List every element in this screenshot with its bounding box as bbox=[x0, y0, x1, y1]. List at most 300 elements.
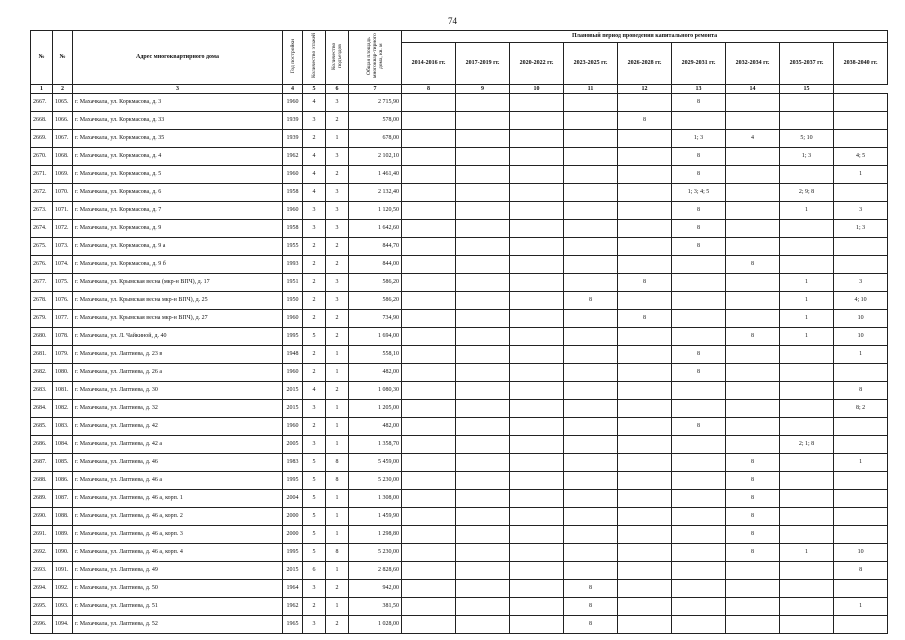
row-period-cell: 8 bbox=[564, 598, 618, 616]
row-floors: 5 bbox=[303, 328, 326, 346]
table-row bbox=[31, 436, 888, 454]
column-number: 1 bbox=[31, 85, 53, 94]
row-period-cell bbox=[780, 580, 834, 598]
row-floors: 5 bbox=[303, 472, 326, 490]
row-area: 586,20 bbox=[349, 292, 402, 310]
row-period-cell: 4; 5 bbox=[834, 148, 888, 166]
row-number: 2684. bbox=[31, 400, 53, 418]
row-entrances: 3 bbox=[326, 148, 349, 166]
column-number: 12 bbox=[618, 85, 672, 94]
row-period-cell bbox=[402, 202, 456, 220]
repair-plan-table bbox=[30, 30, 888, 634]
row-period-cell bbox=[618, 202, 672, 220]
column-number: 5 bbox=[303, 85, 326, 94]
row-period-cell: 8 bbox=[834, 562, 888, 580]
row-period-cell bbox=[456, 130, 510, 148]
row-period-cell: 8 bbox=[726, 508, 780, 526]
row-period-cell: 2; 9; 8 bbox=[780, 184, 834, 202]
table-row bbox=[31, 256, 888, 274]
row-floors: 3 bbox=[303, 202, 326, 220]
row-period-cell bbox=[726, 400, 780, 418]
row-period-cell bbox=[456, 346, 510, 364]
row-period-cell bbox=[510, 238, 564, 256]
row-local-number: 1072. bbox=[53, 220, 73, 238]
row-period-cell bbox=[618, 598, 672, 616]
row-number: 2696. bbox=[31, 616, 53, 634]
row-area: 1 205,00 bbox=[349, 400, 402, 418]
row-period-cell bbox=[618, 346, 672, 364]
row-period-cell bbox=[510, 418, 564, 436]
row-period-cell bbox=[510, 562, 564, 580]
row-period-cell bbox=[672, 274, 726, 292]
row-period-cell: 3 bbox=[834, 274, 888, 292]
row-year: 2004 bbox=[283, 490, 303, 508]
row-period-cell bbox=[726, 418, 780, 436]
table-row bbox=[31, 598, 888, 616]
row-period-cell: 4 bbox=[726, 130, 780, 148]
table-row bbox=[31, 220, 888, 238]
row-period-cell bbox=[618, 364, 672, 382]
row-period-cell: 4; 10 bbox=[834, 292, 888, 310]
row-period-cell bbox=[402, 346, 456, 364]
row-period-cell: 8 bbox=[672, 418, 726, 436]
table-row bbox=[31, 418, 888, 436]
row-year: 1939 bbox=[283, 112, 303, 130]
row-year: 1960 bbox=[283, 310, 303, 328]
row-period-cell bbox=[402, 508, 456, 526]
row-period-cell bbox=[726, 202, 780, 220]
row-entrances: 3 bbox=[326, 220, 349, 238]
row-year: 1995 bbox=[283, 472, 303, 490]
row-period-cell bbox=[564, 220, 618, 238]
header-no-local: № bbox=[53, 31, 73, 85]
row-address: г. Махачкала, ул. Коркмасова, д. 9 б bbox=[73, 256, 283, 274]
row-period-cell bbox=[726, 562, 780, 580]
table-row bbox=[31, 166, 888, 184]
row-floors: 2 bbox=[303, 310, 326, 328]
row-period-cell bbox=[402, 256, 456, 274]
table-row bbox=[31, 148, 888, 166]
row-period-cell bbox=[726, 364, 780, 382]
row-period-cell bbox=[672, 112, 726, 130]
row-period-cell bbox=[780, 112, 834, 130]
row-period-cell bbox=[834, 490, 888, 508]
row-period-cell bbox=[618, 238, 672, 256]
row-period-cell bbox=[402, 454, 456, 472]
row-address: г. Махачкала, ул. Лаптиева, д. 30 bbox=[73, 382, 283, 400]
row-number: 2682. bbox=[31, 364, 53, 382]
row-period-cell bbox=[780, 94, 834, 112]
row-period-cell bbox=[564, 400, 618, 418]
row-period-cell bbox=[780, 616, 834, 634]
row-entrances: 1 bbox=[326, 598, 349, 616]
row-period-cell bbox=[780, 526, 834, 544]
row-period-cell bbox=[402, 382, 456, 400]
row-local-number: 1079. bbox=[53, 346, 73, 364]
row-period-cell bbox=[402, 238, 456, 256]
row-period-cell bbox=[672, 508, 726, 526]
row-area: 1 298,80 bbox=[349, 526, 402, 544]
row-address: г. Махачкала, ул. Л. Чайкиной, д. 40 bbox=[73, 328, 283, 346]
table-row bbox=[31, 184, 888, 202]
row-period-cell bbox=[402, 616, 456, 634]
row-address: г. Махачкала, ул. Крымская весна мкр-н ВПЧ), д. 25 bbox=[73, 292, 283, 310]
row-local-number: 1065. bbox=[53, 94, 73, 112]
row-period-cell bbox=[726, 220, 780, 238]
row-area: 1 642,60 bbox=[349, 220, 402, 238]
table-row bbox=[31, 238, 888, 256]
row-number: 2672. bbox=[31, 184, 53, 202]
row-entrances: 1 bbox=[326, 562, 349, 580]
column-number: 13 bbox=[672, 85, 726, 94]
row-local-number: 1073. bbox=[53, 238, 73, 256]
row-area: 5 230,00 bbox=[349, 472, 402, 490]
row-address: г. Махачкала, ул. Лаптиева, д. 46 а bbox=[73, 472, 283, 490]
row-period-cell bbox=[456, 364, 510, 382]
row-period-cell bbox=[726, 94, 780, 112]
header-year: Год постройки bbox=[283, 31, 303, 85]
column-number: 11 bbox=[564, 85, 618, 94]
row-period-cell bbox=[402, 166, 456, 184]
row-period-cell bbox=[618, 94, 672, 112]
row-period-cell bbox=[618, 436, 672, 454]
row-period-cell bbox=[564, 166, 618, 184]
row-year: 1958 bbox=[283, 184, 303, 202]
row-period-cell: 8 bbox=[672, 346, 726, 364]
row-period-cell bbox=[618, 544, 672, 562]
row-local-number: 1070. bbox=[53, 184, 73, 202]
row-address: г. Махачкала, ул. Лаптиева, д. 46 bbox=[73, 454, 283, 472]
row-entrances: 1 bbox=[326, 436, 349, 454]
row-number: 2689. bbox=[31, 490, 53, 508]
row-area: 2 102,10 bbox=[349, 148, 402, 166]
row-period-cell bbox=[510, 598, 564, 616]
row-period-cell bbox=[726, 292, 780, 310]
row-address: г. Махачкала, ул. Лаптиева, д. 23 в bbox=[73, 346, 283, 364]
row-year: 1958 bbox=[283, 220, 303, 238]
row-period-cell bbox=[564, 418, 618, 436]
row-period-cell bbox=[510, 220, 564, 238]
row-period-cell bbox=[456, 310, 510, 328]
row-period-cell bbox=[456, 256, 510, 274]
header-period: 2020-2022 гг. bbox=[510, 43, 564, 85]
row-period-cell bbox=[618, 220, 672, 238]
row-period-cell bbox=[456, 184, 510, 202]
row-period-cell bbox=[456, 598, 510, 616]
row-floors: 4 bbox=[303, 94, 326, 112]
row-floors: 4 bbox=[303, 382, 326, 400]
row-period-cell bbox=[564, 130, 618, 148]
row-area: 1 028,00 bbox=[349, 616, 402, 634]
header-period: 2017-2019 гг. bbox=[456, 43, 510, 85]
column-number: 7 bbox=[349, 85, 402, 94]
row-area: 1 358,70 bbox=[349, 436, 402, 454]
row-period-cell bbox=[726, 616, 780, 634]
row-entrances: 1 bbox=[326, 508, 349, 526]
row-period-cell bbox=[564, 562, 618, 580]
row-address: г. Махачкала, ул. Лаптиева, д. 46 а, корп. 2 bbox=[73, 508, 283, 526]
row-period-cell bbox=[510, 328, 564, 346]
row-local-number: 1080. bbox=[53, 364, 73, 382]
row-area: 2 828,60 bbox=[349, 562, 402, 580]
row-entrances: 2 bbox=[326, 580, 349, 598]
row-period-cell bbox=[456, 490, 510, 508]
row-period-cell bbox=[564, 346, 618, 364]
row-period-cell bbox=[780, 382, 834, 400]
row-period-cell bbox=[402, 436, 456, 454]
row-period-cell bbox=[510, 454, 564, 472]
row-period-cell bbox=[618, 526, 672, 544]
row-period-cell bbox=[456, 238, 510, 256]
row-period-cell: 10 bbox=[834, 544, 888, 562]
row-period-cell bbox=[834, 418, 888, 436]
header-no: № bbox=[31, 31, 53, 85]
row-local-number: 1066. bbox=[53, 112, 73, 130]
row-period-cell bbox=[402, 580, 456, 598]
table-row bbox=[31, 454, 888, 472]
row-year: 1983 bbox=[283, 454, 303, 472]
table-row bbox=[31, 526, 888, 544]
row-period-cell bbox=[402, 490, 456, 508]
row-period-cell bbox=[510, 166, 564, 184]
row-year: 1950 bbox=[283, 292, 303, 310]
row-entrances: 1 bbox=[326, 490, 349, 508]
row-entrances: 2 bbox=[326, 166, 349, 184]
row-period-cell bbox=[564, 112, 618, 130]
row-year: 2015 bbox=[283, 562, 303, 580]
row-entrances: 1 bbox=[326, 418, 349, 436]
row-entrances: 1 bbox=[326, 346, 349, 364]
row-floors: 3 bbox=[303, 112, 326, 130]
row-period-cell: 8 bbox=[726, 454, 780, 472]
row-period-cell bbox=[510, 616, 564, 634]
row-year: 2015 bbox=[283, 400, 303, 418]
row-period-cell bbox=[564, 256, 618, 274]
row-period-cell bbox=[510, 94, 564, 112]
row-number: 2671. bbox=[31, 166, 53, 184]
row-entrances: 2 bbox=[326, 310, 349, 328]
row-period-cell bbox=[456, 580, 510, 598]
row-period-cell bbox=[510, 580, 564, 598]
table-row bbox=[31, 400, 888, 418]
row-floors: 3 bbox=[303, 436, 326, 454]
table-row bbox=[31, 202, 888, 220]
row-period-cell: 1; 3 bbox=[672, 130, 726, 148]
row-area: 578,00 bbox=[349, 112, 402, 130]
row-period-cell bbox=[402, 472, 456, 490]
row-period-cell bbox=[456, 508, 510, 526]
row-period-cell bbox=[402, 328, 456, 346]
row-period-cell bbox=[564, 436, 618, 454]
row-period-cell bbox=[834, 508, 888, 526]
row-area: 586,20 bbox=[349, 274, 402, 292]
row-area: 558,10 bbox=[349, 346, 402, 364]
row-local-number: 1094. bbox=[53, 616, 73, 634]
row-period-cell bbox=[780, 490, 834, 508]
row-local-number: 1089. bbox=[53, 526, 73, 544]
row-address: г. Махачкала, ул. Коркмасова, д. 9 а bbox=[73, 238, 283, 256]
row-floors: 4 bbox=[303, 184, 326, 202]
row-period-cell bbox=[618, 562, 672, 580]
header-period: 2026-2028 гг. bbox=[618, 43, 672, 85]
row-floors: 5 bbox=[303, 490, 326, 508]
row-entrances: 2 bbox=[326, 382, 349, 400]
row-floors: 2 bbox=[303, 130, 326, 148]
table-row bbox=[31, 310, 888, 328]
column-number: 6 bbox=[326, 85, 349, 94]
row-period-cell bbox=[456, 400, 510, 418]
row-period-cell bbox=[564, 238, 618, 256]
row-year: 1939 bbox=[283, 130, 303, 148]
row-period-cell bbox=[510, 310, 564, 328]
row-period-cell bbox=[456, 454, 510, 472]
table-row bbox=[31, 544, 888, 562]
row-address: г. Махачкала, ул. Лаптиева, д. 46 а, корп. 4 bbox=[73, 544, 283, 562]
table-row bbox=[31, 274, 888, 292]
page-number: 74 bbox=[448, 16, 457, 26]
row-period-cell: 8 bbox=[672, 166, 726, 184]
row-floors: 5 bbox=[303, 526, 326, 544]
row-period-cell bbox=[834, 130, 888, 148]
row-entrances: 2 bbox=[326, 616, 349, 634]
row-floors: 3 bbox=[303, 616, 326, 634]
row-period-cell bbox=[402, 562, 456, 580]
row-period-cell bbox=[618, 166, 672, 184]
row-period-cell bbox=[402, 418, 456, 436]
row-address: г. Махачкала, ул. Лаптиева, д. 50 bbox=[73, 580, 283, 598]
row-period-cell bbox=[510, 508, 564, 526]
column-number: 9 bbox=[456, 85, 510, 94]
row-year: 1960 bbox=[283, 166, 303, 184]
row-floors: 2 bbox=[303, 238, 326, 256]
row-period-cell bbox=[618, 148, 672, 166]
row-year: 1960 bbox=[283, 94, 303, 112]
row-period-cell bbox=[780, 472, 834, 490]
row-period-cell: 8; 2 bbox=[834, 400, 888, 418]
row-floors: 2 bbox=[303, 274, 326, 292]
row-floors: 4 bbox=[303, 166, 326, 184]
row-period-cell bbox=[402, 94, 456, 112]
row-year: 1993 bbox=[283, 256, 303, 274]
row-address: г. Махачкала, ул. Лаптиева, д. 52 bbox=[73, 616, 283, 634]
row-period-cell bbox=[456, 382, 510, 400]
column-number: 4 bbox=[283, 85, 303, 94]
row-period-cell bbox=[834, 94, 888, 112]
row-period-cell bbox=[672, 310, 726, 328]
row-period-cell bbox=[834, 184, 888, 202]
header-period: 2014-2016 гг. bbox=[402, 43, 456, 85]
row-local-number: 1090. bbox=[53, 544, 73, 562]
row-period-cell bbox=[834, 616, 888, 634]
row-address: г. Махачкала, ул. Лаптиева, д. 42 bbox=[73, 418, 283, 436]
row-entrances: 2 bbox=[326, 112, 349, 130]
row-period-cell bbox=[510, 112, 564, 130]
row-period-cell bbox=[564, 508, 618, 526]
row-period-cell: 5; 10 bbox=[780, 130, 834, 148]
column-number: 15 bbox=[780, 85, 834, 94]
row-local-number: 1071. bbox=[53, 202, 73, 220]
row-period-cell bbox=[402, 292, 456, 310]
row-period-cell bbox=[726, 274, 780, 292]
row-period-cell bbox=[618, 256, 672, 274]
row-period-cell bbox=[402, 400, 456, 418]
row-address: г. Махачкала, ул. Лаптиева, д. 32 bbox=[73, 400, 283, 418]
row-period-cell bbox=[402, 112, 456, 130]
row-floors: 2 bbox=[303, 598, 326, 616]
row-period-cell: 8 bbox=[672, 364, 726, 382]
column-number: 10 bbox=[510, 85, 564, 94]
row-address: г. Махачкала, ул. Крымская весна (мкр-н ВПЧ), д. 17 bbox=[73, 274, 283, 292]
row-period-cell: 8 bbox=[618, 310, 672, 328]
row-period-cell: 8 bbox=[726, 490, 780, 508]
row-period-cell bbox=[402, 130, 456, 148]
row-period-cell bbox=[456, 94, 510, 112]
row-number: 2688. bbox=[31, 472, 53, 490]
row-entrances: 3 bbox=[326, 292, 349, 310]
row-period-cell bbox=[456, 544, 510, 562]
row-entrances: 8 bbox=[326, 454, 349, 472]
row-period-cell bbox=[618, 580, 672, 598]
table-row bbox=[31, 508, 888, 526]
row-period-cell: 1 bbox=[780, 202, 834, 220]
row-period-cell bbox=[672, 562, 726, 580]
row-period-cell bbox=[780, 562, 834, 580]
row-address: г. Махачкала, ул. Лаптиева, д. 46 а, корп. 3 bbox=[73, 526, 283, 544]
row-period-cell bbox=[672, 490, 726, 508]
row-year: 1955 bbox=[283, 238, 303, 256]
row-address: г. Махачкала, ул. Крымская весна мкр-н ВПЧ), д. 27 bbox=[73, 310, 283, 328]
row-period-cell bbox=[456, 292, 510, 310]
row-period-cell bbox=[834, 580, 888, 598]
row-number: 2686. bbox=[31, 436, 53, 454]
row-area: 482,00 bbox=[349, 364, 402, 382]
row-period-cell bbox=[780, 238, 834, 256]
row-local-number: 1093. bbox=[53, 598, 73, 616]
row-period-cell bbox=[780, 220, 834, 238]
row-number: 2694. bbox=[31, 580, 53, 598]
row-entrances: 1 bbox=[326, 526, 349, 544]
row-local-number: 1085. bbox=[53, 454, 73, 472]
row-period-cell bbox=[510, 148, 564, 166]
row-period-cell bbox=[510, 400, 564, 418]
table-row bbox=[31, 490, 888, 508]
row-period-cell bbox=[834, 364, 888, 382]
row-period-cell bbox=[402, 184, 456, 202]
row-floors: 3 bbox=[303, 400, 326, 418]
header-area: Общая площадь многоквар-тирного дома, кв. м bbox=[349, 31, 402, 85]
row-address: г. Махачкала, ул. Лаптиева, д. 26 а bbox=[73, 364, 283, 382]
row-floors: 2 bbox=[303, 292, 326, 310]
row-period-cell bbox=[564, 472, 618, 490]
row-address: г. Махачкала, ул. Лаптиева, д. 46 а, корп. 1 bbox=[73, 490, 283, 508]
row-period-cell bbox=[564, 328, 618, 346]
row-period-cell bbox=[672, 256, 726, 274]
row-period-cell bbox=[456, 166, 510, 184]
row-period-cell bbox=[456, 418, 510, 436]
row-area: 844,70 bbox=[349, 238, 402, 256]
row-floors: 2 bbox=[303, 346, 326, 364]
row-period-cell bbox=[510, 472, 564, 490]
row-period-cell bbox=[834, 526, 888, 544]
header-period: 2029-2031 гг. bbox=[672, 43, 726, 85]
row-local-number: 1082. bbox=[53, 400, 73, 418]
row-year: 2000 bbox=[283, 508, 303, 526]
row-period-cell bbox=[834, 112, 888, 130]
row-address: г. Махачкала, ул. Коркмасова, д. 7 bbox=[73, 202, 283, 220]
row-year: 1951 bbox=[283, 274, 303, 292]
row-period-cell: 8 bbox=[726, 526, 780, 544]
row-period-cell bbox=[402, 274, 456, 292]
